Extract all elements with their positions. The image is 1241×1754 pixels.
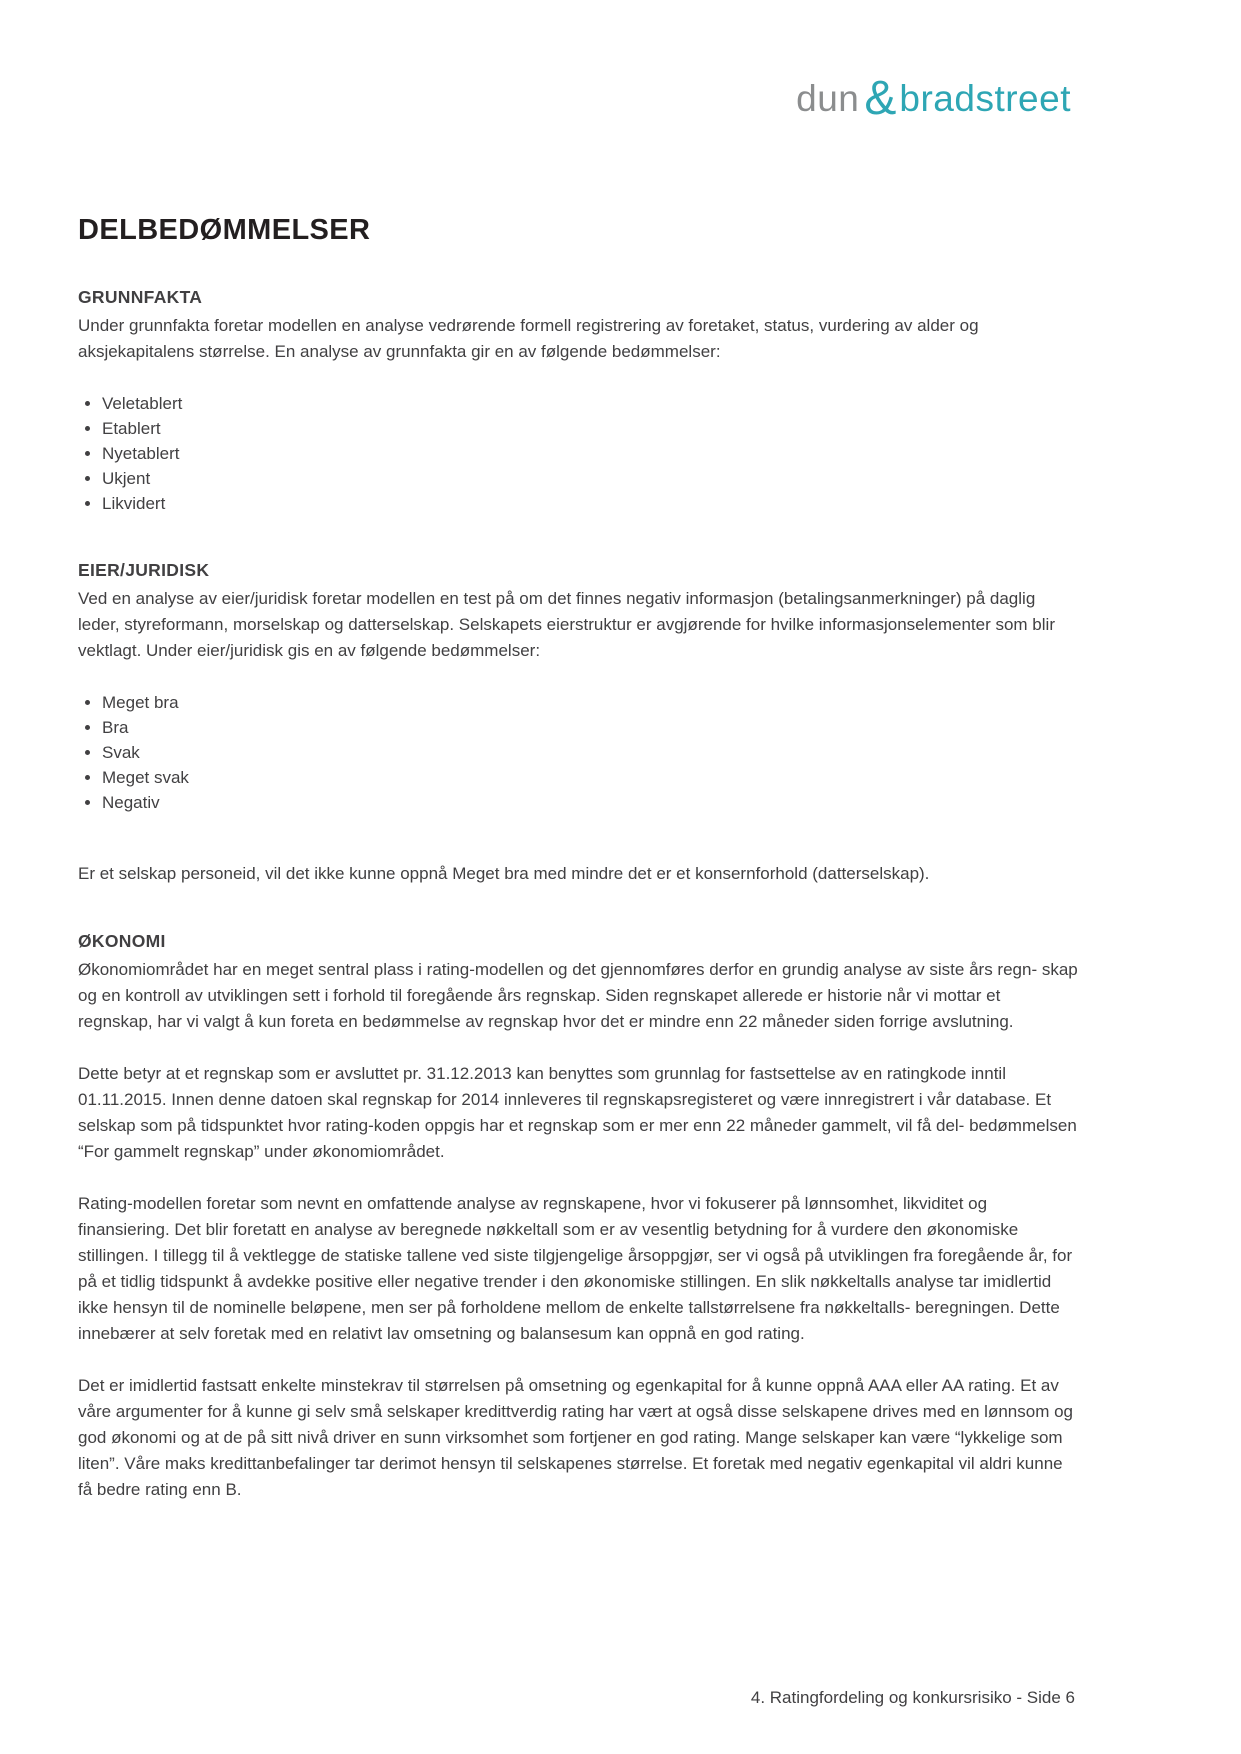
section-heading-eier-juridisk: EIER/JURIDISK bbox=[78, 560, 210, 580]
section-okonomi bbox=[78, 931, 1078, 1503]
section-heading-okonomi: ØKONOMI bbox=[78, 931, 166, 951]
paragraph: Under grunnfakta foretar modellen en analyse vedrørende formell registrering av foretaket, status, vurdering av alder og aksjekapitalens størrelse. En analyse av grunnfakta gir en av følgende bedømmelser: bbox=[78, 316, 979, 361]
paragraph: Er et selskap personeid, vil det ikke kunne oppnå Meget bra med mindre det er et konsernforhold (datterselskap). bbox=[78, 864, 930, 883]
logo-text-dun: dun bbox=[796, 78, 860, 119]
page-title: DELBEDØMMELSER bbox=[78, 214, 371, 246]
section-eier-juridisk bbox=[78, 560, 1078, 887]
dun-bradstreet-logo bbox=[796, 68, 1071, 123]
paragraph: Det er imidlertid fastsatt enkelte minstekrav til størrelsen på omsetning og egenkapital for å kunne oppnå AAA eller AA rating. Et av våre argumenter for å kunne gi selv små selskaper kredittverdig rating har vært at også disse selskapene drives med en lønnsom og god økonomi og at de på sitt nivå driver en sunn virksomhet som fortjener en god rating. Mange selskaper kan være “lykkelige som liten”. Våre maks kredittanbefalinger tar derimot hensyn til selskapenes størrelse. Et foretak med negativ egenkapital vil aldri kunne få bedre rating enn B. bbox=[78, 1376, 1073, 1499]
logo-ampersand-icon: & bbox=[864, 72, 897, 125]
section-heading-grunnfakta: GRUNNFAKTA bbox=[78, 287, 203, 307]
paragraph: Dette betyr at et regnskap som er avsluttet pr. 31.12.2013 kan benyttes som grunnlag for fastsettelse av en ratingkode inntil 01.11.2015. Innen denne datoen skal regnskap for 2014 innleveres til regnskapsregisteret og være innregistrert i vår database. Et selskap som på tidspunktet hvor rating-koden oppgis har et regnskap som er mer enn 22 måneder gammelt, vil få del- bedømmelsen “For gammelt regnskap” under økonomiområdet. bbox=[78, 1064, 1077, 1161]
bullet-list-grunnfakta bbox=[78, 391, 1078, 516]
bullet-item: • Bra bbox=[102, 715, 1078, 740]
bullet-item: • Ukjent bbox=[102, 466, 1078, 491]
bullet-item: • Meget svak bbox=[102, 765, 1078, 790]
bullet-item: • Svak bbox=[102, 740, 1078, 765]
bullet-item: • Etablert bbox=[102, 416, 1078, 441]
bullet-item: • Nyetablert bbox=[102, 441, 1078, 466]
paragraph: Ved en analyse av eier/juridisk foretar modellen en test på om det finnes negativ informasjon (betalingsanmerkninger) på daglig leder, styreformann, morselskap og datterselskap. Selskapets eierstruktur er avgjørende for hvilke informasjonselementer som blir vektlagt. Under eier/juridisk gis en av følgende bedømmelser: bbox=[78, 589, 1055, 660]
page-footer: 4. Ratingfordeling og konkursrisiko - Side 6 bbox=[750, 1688, 1075, 1707]
bullet-item: • Meget bra bbox=[102, 690, 1078, 715]
logo-text-bradstreet: bradstreet bbox=[899, 78, 1071, 119]
bullet-item: • Veletablert bbox=[102, 391, 1078, 416]
bullet-item: • Negativ bbox=[102, 790, 1078, 815]
bullet-list-eier-juridisk bbox=[78, 690, 1078, 815]
bullet-item: • Likvidert bbox=[102, 491, 1078, 516]
section-grunnfakta bbox=[78, 287, 1078, 516]
page-content bbox=[78, 214, 1078, 1547]
paragraph: Økonomiområdet har en meget sentral plass i rating-modellen og det gjennomføres derfor en grundig analyse av siste års regn- skap og en kontroll av utviklingen sett i forhold til foregående års regnskap. Siden regnskapet allerede er historie når vi mottar et regnskap, har vi valgt å kun foreta en bedømmelse av regnskap hvor det er mindre enn 22 måneder siden forrige avslutning. bbox=[78, 960, 1078, 1031]
paragraph: Rating-modellen foretar som nevnt en omfattende analyse av regnskapene, hvor vi fokuserer på lønnsomhet, likviditet og finansiering. Det blir foretatt en analyse av beregnede nøkkeltall som er av vesentlig betydning for å vurdere den økonomiske stillingen. I tillegg til å vektlegge de statiske tallene ved siste tilgjengelige årsoppgjør, ser vi også på utviklingen fra foregående år, for på et tidlig tidspunkt å avdekke positive eller negative trender i den økonomiske stillingen. En slik nøkkeltalls analyse tar imidlertid ikke hensyn til de nominelle beløpene, men ser på forholdene mellom de enkelte tallstørrelsene fra nøkkeltalls- beregningen. Dette innebærer at selv foretak med en relativt lav omsetning og balansesum kan oppnå en god rating. bbox=[78, 1194, 1073, 1343]
